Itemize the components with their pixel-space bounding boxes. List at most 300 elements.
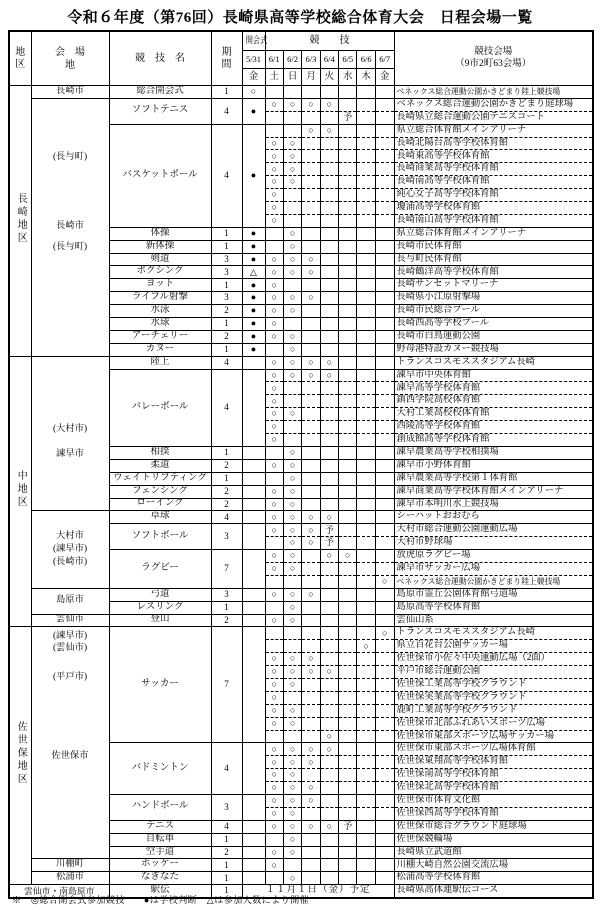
day-mark-cell: ○ <box>320 369 338 382</box>
day-mark-cell: ○ <box>283 266 301 279</box>
day-mark-cell <box>265 124 283 137</box>
opening-mark-cell <box>242 820 265 833</box>
day-mark-cell: ○ <box>302 820 320 833</box>
day-mark-cell <box>375 382 394 395</box>
day-mark-cell <box>375 279 394 292</box>
city-label: 佐世保市 <box>51 750 89 761</box>
period-cell: 1 <box>211 885 242 898</box>
venue-cell: 佐世保東翔高等学校体育館 <box>394 756 593 769</box>
day-mark-cell <box>320 318 338 331</box>
day-mark-cell <box>339 485 357 498</box>
venue-cell: 長崎南山高等学校体育館 <box>394 214 593 227</box>
sport-name-cell: バレーボール <box>109 369 211 446</box>
day-mark-cell: ○ <box>265 150 283 163</box>
day-mark-cell: ○ <box>320 743 338 756</box>
day-mark-cell: ○ <box>320 124 338 137</box>
day-mark-cell <box>339 627 357 640</box>
page-title: 令和６年度（第76回）長崎県高等学校総合体育大会 日程会場一覧 <box>67 10 533 26</box>
sport-name-cell: 登山 <box>109 614 211 627</box>
day-mark-cell <box>320 137 338 150</box>
table-row <box>9 98 593 111</box>
day-mark-cell: ○ <box>375 575 394 588</box>
day-mark-cell <box>302 459 320 472</box>
day-mark-cell <box>320 189 338 202</box>
header-opening: 開会式 <box>242 31 265 51</box>
venue-cell: 佐世保西高等学校体育館 <box>394 807 593 820</box>
day-mark-cell <box>375 176 394 189</box>
venue-cell: 諫早農業高等学校第１体育館 <box>394 472 593 485</box>
period-cell: 2 <box>211 614 242 627</box>
sport-name-cell: ローイング <box>109 498 211 511</box>
opening-mark-cell <box>242 446 265 459</box>
day-mark-cell <box>302 691 320 704</box>
day-mark-cell: ○ <box>265 266 283 279</box>
opening-mark-cell <box>242 743 265 795</box>
day-mark-cell <box>339 227 357 240</box>
day-mark-cell <box>320 794 338 807</box>
day-mark-cell <box>339 782 357 795</box>
header-date: 6/4 <box>320 51 338 69</box>
day-mark-cell <box>302 240 320 253</box>
city-cell <box>31 859 109 872</box>
day-mark-cell <box>339 743 357 756</box>
city-cell <box>31 86 109 99</box>
day-mark-cell: ○ <box>283 459 301 472</box>
day-mark-cell <box>320 859 338 872</box>
day-mark-cell <box>339 434 357 447</box>
period-cell: 2 <box>211 485 242 498</box>
day-mark-cell <box>302 227 320 240</box>
venue-cell: 野母港特設カヌー競技場 <box>394 343 593 356</box>
day-mark-cell <box>357 666 375 679</box>
day-mark-cell <box>357 279 375 292</box>
header-date: 6/5 <box>339 51 357 69</box>
day-mark-cell: ○ <box>265 214 283 227</box>
day-mark-cell <box>265 640 283 653</box>
day-mark-cell <box>320 279 338 292</box>
day-mark-cell: ○ <box>320 98 338 111</box>
table-row <box>9 614 593 627</box>
venue-cell: トランスコスモススタジアム長崎 <box>394 627 593 640</box>
header-date: 6/3 <box>302 51 320 69</box>
day-mark-cell: ○ <box>302 292 320 305</box>
day-mark-cell <box>357 472 375 485</box>
day-mark-cell <box>339 807 357 820</box>
day-mark-cell <box>265 86 283 99</box>
day-mark-cell <box>302 498 320 511</box>
day-mark-cell <box>375 356 394 369</box>
venue-cell: ベネックス総合運動公園かきどまり庭球場 <box>394 98 593 111</box>
day-mark-cell <box>283 318 301 331</box>
opening-mark-cell <box>242 601 265 614</box>
city-label: (長与町) <box>52 241 88 252</box>
period-cell: 1 <box>211 279 242 292</box>
venue-cell: 県立総合体育館メインアリーナ <box>394 227 593 240</box>
day-mark-cell <box>357 614 375 627</box>
city-cell <box>31 627 109 859</box>
day-mark-cell <box>357 846 375 859</box>
day-mark-cell <box>375 202 394 215</box>
period-cell: 4 <box>211 820 242 833</box>
day-mark-cell: ○ <box>265 820 283 833</box>
opening-mark-cell: ● <box>242 330 265 343</box>
day-mark-cell <box>375 86 394 99</box>
day-mark-cell <box>357 434 375 447</box>
period-cell: 3 <box>211 292 242 305</box>
day-mark-cell: ○ <box>265 704 283 717</box>
day-mark-cell <box>339 408 357 421</box>
day-mark-cell: ○ <box>265 562 283 575</box>
day-mark-cell: 予 <box>339 820 357 833</box>
day-mark-cell <box>320 163 338 176</box>
day-mark-cell <box>320 846 338 859</box>
day-mark-cell <box>320 150 338 163</box>
day-mark-cell <box>375 292 394 305</box>
sport-name-cell: 水泳 <box>109 305 211 318</box>
opening-mark-cell: ○ <box>242 86 265 99</box>
venue-cell: 大村市総合運動公園運動広場 <box>394 524 593 537</box>
day-mark-cell <box>375 666 394 679</box>
day-mark-cell: ○ <box>283 846 301 859</box>
venue-cell: 鎮西学院高校体育館 <box>394 395 593 408</box>
day-mark-cell <box>339 511 357 524</box>
day-mark-cell <box>375 421 394 434</box>
day-mark-cell: ○ <box>283 356 301 369</box>
header-venues <box>394 31 593 86</box>
day-mark-cell <box>339 614 357 627</box>
day-mark-cell: ○ <box>265 743 283 756</box>
venue-cell: 佐世保南高等学校体育館 <box>394 769 593 782</box>
venue-cell: 長崎市民総合プール <box>394 305 593 318</box>
venue-cell: シーハットおおむら <box>394 511 593 524</box>
day-mark-cell <box>339 124 357 137</box>
period-cell: 7 <box>211 627 242 743</box>
city-label: (雲仙市) <box>52 643 88 654</box>
day-mark-cell: ○ <box>302 124 320 137</box>
day-mark-cell <box>339 704 357 717</box>
day-mark-cell: ○ <box>320 356 338 369</box>
day-mark-cell <box>302 279 320 292</box>
sport-name-cell: バスケットボール <box>109 124 211 227</box>
day-mark-cell <box>339 356 357 369</box>
day-mark-cell <box>320 640 338 653</box>
header-day: 土 <box>265 69 283 86</box>
day-mark-cell: ○ <box>265 794 283 807</box>
day-mark-cell <box>339 524 357 537</box>
day-mark-cell: ○ <box>283 601 301 614</box>
venue-cell: 長崎南高等学校体育館 <box>394 176 593 189</box>
day-mark-cell <box>339 150 357 163</box>
day-mark-cell <box>265 872 283 885</box>
day-mark-cell: ○ <box>283 176 301 189</box>
venue-cell: 佐世保市東部スポーツ広場サッカー場 <box>394 730 593 743</box>
day-mark-cell <box>320 485 338 498</box>
period-cell: 4 <box>211 743 242 795</box>
day-mark-cell <box>320 343 338 356</box>
day-mark-cell: ○ <box>283 704 301 717</box>
day-mark-cell <box>302 330 320 343</box>
sport-name-cell: テニス <box>109 820 211 833</box>
day-mark-cell <box>375 240 394 253</box>
day-mark-cell: ○ <box>265 305 283 318</box>
day-mark-cell <box>375 614 394 627</box>
day-mark-cell <box>302 678 320 691</box>
day-mark-cell <box>375 782 394 795</box>
city-label: (長与町) <box>52 152 88 163</box>
day-mark-cell <box>339 872 357 885</box>
period-cell: 7 <box>211 550 242 589</box>
day-mark-cell: ○ <box>283 782 301 795</box>
day-mark-cell <box>375 872 394 885</box>
day-mark-cell <box>357 111 375 124</box>
day-mark-cell: ○ <box>265 98 283 111</box>
day-mark-cell <box>357 537 375 550</box>
day-mark-cell <box>339 214 357 227</box>
day-mark-cell: ○ <box>265 846 283 859</box>
opening-mark-cell <box>242 859 265 872</box>
day-mark-cell <box>357 524 375 537</box>
day-mark-cell <box>302 575 320 588</box>
opening-mark-cell: ● <box>242 305 265 318</box>
day-mark-cell <box>302 472 320 485</box>
day-mark-cell <box>283 382 301 395</box>
day-mark-cell <box>375 137 394 150</box>
day-mark-cell <box>339 292 357 305</box>
day-mark-cell <box>339 691 357 704</box>
period-cell: 1 <box>211 227 242 240</box>
day-mark-cell: ○ <box>320 730 338 743</box>
day-mark-cell <box>320 86 338 99</box>
sport-name-cell: 弓道 <box>109 588 211 601</box>
day-mark-cell <box>302 150 320 163</box>
day-mark-cell <box>339 163 357 176</box>
day-mark-cell <box>320 227 338 240</box>
day-mark-cell: ○ <box>357 640 375 653</box>
day-mark-cell <box>302 137 320 150</box>
day-mark-cell <box>302 395 320 408</box>
day-mark-cell <box>357 202 375 215</box>
day-mark-cell <box>320 434 338 447</box>
day-mark-cell <box>339 305 357 318</box>
opening-mark-cell <box>242 794 265 820</box>
table-body <box>9 86 593 899</box>
opening-mark-cell <box>242 485 265 498</box>
period-cell: 1 <box>211 240 242 253</box>
day-mark-cell <box>339 653 357 666</box>
day-mark-cell: ○ <box>283 98 301 111</box>
day-mark-cell: ○ <box>265 511 283 524</box>
district-label: 長崎地区 <box>15 192 27 245</box>
day-mark-cell <box>339 266 357 279</box>
day-mark-cell: ○ <box>302 356 320 369</box>
schedule-note-cell: １１月１日（金）予定 <box>242 885 394 898</box>
day-mark-cell: ○ <box>265 434 283 447</box>
day-mark-cell <box>339 240 357 253</box>
day-mark-cell <box>375 524 394 537</box>
day-mark-cell <box>320 807 338 820</box>
day-mark-cell <box>375 769 394 782</box>
day-mark-cell <box>375 111 394 124</box>
day-mark-cell: ○ <box>283 872 301 885</box>
day-mark-cell <box>320 833 338 846</box>
sport-name-cell: ウェイトリフティング <box>109 472 211 485</box>
city-label: 川棚町 <box>56 859 84 870</box>
day-mark-cell <box>339 343 357 356</box>
day-mark-cell <box>375 163 394 176</box>
sport-name-cell: カヌー <box>109 343 211 356</box>
city-label: 長崎市 <box>56 221 84 232</box>
table-row <box>9 872 593 885</box>
venue-cell: 諫早市中央体育館 <box>394 369 593 382</box>
day-mark-cell: ○ <box>283 330 301 343</box>
period-cell: 1 <box>211 601 242 614</box>
day-mark-cell: ○ <box>283 614 301 627</box>
day-mark-cell <box>375 395 394 408</box>
venue-cell: 佐世保北高等学校体育館 <box>394 782 593 795</box>
day-mark-cell <box>375 472 394 485</box>
day-mark-cell <box>283 86 301 99</box>
period-cell: 3 <box>211 588 242 601</box>
day-mark-cell <box>339 756 357 769</box>
day-mark-cell: ○ <box>265 614 283 627</box>
day-mark-cell: ○ <box>265 653 283 666</box>
day-mark-cell <box>302 872 320 885</box>
day-mark-cell: ○ <box>302 369 320 382</box>
header-venues-title: 競技会場 <box>474 46 513 57</box>
day-mark-cell: ○ <box>283 485 301 498</box>
day-mark-cell <box>339 472 357 485</box>
sport-name-cell: バドミントン <box>109 743 211 795</box>
day-mark-cell <box>302 408 320 421</box>
opening-mark-cell <box>242 627 265 743</box>
day-mark-cell: ○ <box>302 653 320 666</box>
day-mark-cell: ○ <box>283 743 301 756</box>
period-cell: 1 <box>211 86 242 99</box>
day-mark-cell <box>339 846 357 859</box>
day-mark-cell <box>302 176 320 189</box>
day-mark-cell <box>357 408 375 421</box>
day-mark-cell: ○ <box>283 562 301 575</box>
day-mark-cell: ○ <box>283 678 301 691</box>
venue-cell: 放虎原ラグビー場 <box>394 550 593 563</box>
venue-cell: ベネックス総合運動公園かきどまり陸上競技場 <box>394 575 593 588</box>
opening-mark-cell: ● <box>242 253 265 266</box>
venue-cell: 純心女子高等学校体育館 <box>394 189 593 202</box>
day-mark-cell <box>339 421 357 434</box>
sport-name-cell: フェンシング <box>109 485 211 498</box>
day-mark-cell <box>339 395 357 408</box>
day-mark-cell <box>339 202 357 215</box>
venue-cell: ベネックス総合運動公園かきどまり陸上競技場 <box>394 86 593 99</box>
day-mark-cell <box>357 678 375 691</box>
sport-name-cell: なぎなた <box>109 872 211 885</box>
day-mark-cell <box>357 395 375 408</box>
day-mark-cell: ○ <box>265 769 283 782</box>
day-mark-cell <box>375 820 394 833</box>
day-mark-cell <box>265 730 283 743</box>
period-cell: 2 <box>211 305 242 318</box>
period-cell: 3 <box>211 253 242 266</box>
district-label: 佐世保地区 <box>15 721 27 787</box>
day-mark-cell <box>375 459 394 472</box>
sport-name-cell: 相撲 <box>109 446 211 459</box>
sport-name-cell: ソフトテニス <box>109 98 211 124</box>
venue-cell: 県立総合体育館メインアリーナ <box>394 124 593 137</box>
day-mark-cell <box>375 189 394 202</box>
day-mark-cell <box>320 395 338 408</box>
day-mark-cell <box>357 305 375 318</box>
period-cell: 2 <box>211 459 242 472</box>
day-mark-cell <box>375 227 394 240</box>
day-mark-cell: ○ <box>283 807 301 820</box>
day-mark-cell <box>302 550 320 563</box>
day-mark-cell <box>302 717 320 730</box>
day-mark-cell <box>320 627 338 640</box>
day-mark-cell: ○ <box>302 743 320 756</box>
day-mark-cell: ○ <box>283 253 301 266</box>
day-mark-cell: 予 <box>320 524 338 537</box>
header-day: 金 <box>375 69 394 86</box>
city-label: 雲仙市 <box>56 614 84 625</box>
day-mark-cell <box>357 266 375 279</box>
day-mark-cell <box>375 717 394 730</box>
day-mark-cell <box>339 666 357 679</box>
day-mark-cell <box>283 640 301 653</box>
sport-name-cell: ホッケー <box>109 859 211 872</box>
venue-cell: 諫早農業高等学校相撲場 <box>394 446 593 459</box>
period-cell: 4 <box>211 356 242 369</box>
venue-cell: 長崎西高等学校プール <box>394 318 593 331</box>
day-mark-cell: ○ <box>265 176 283 189</box>
day-mark-cell <box>339 98 357 111</box>
day-mark-cell <box>302 769 320 782</box>
day-mark-cell <box>320 704 338 717</box>
day-mark-cell <box>320 562 338 575</box>
day-mark-cell <box>375 253 394 266</box>
table-row <box>9 627 593 640</box>
day-mark-cell <box>320 614 338 627</box>
day-mark-cell: ○ <box>283 498 301 511</box>
venue-cell: 松浦高等学校体育館 <box>394 872 593 885</box>
day-mark-cell: ○ <box>283 653 301 666</box>
day-mark-cell <box>339 575 357 588</box>
day-mark-cell <box>357 601 375 614</box>
header-period: 期間 <box>211 31 242 86</box>
day-mark-cell <box>320 330 338 343</box>
opening-mark-cell: ● <box>242 318 265 331</box>
day-mark-cell: ○ <box>283 240 301 253</box>
day-mark-cell <box>302 859 320 872</box>
day-mark-cell <box>283 575 301 588</box>
day-mark-cell <box>339 330 357 343</box>
period-cell: 3 <box>211 266 242 279</box>
footnote-legend: ※ ◎総合開会式参加競技 ●は学校判断 △は参加人数により開催 <box>12 895 310 905</box>
day-mark-cell: ○ <box>283 537 301 550</box>
day-mark-cell <box>357 214 375 227</box>
day-mark-cell <box>339 562 357 575</box>
day-mark-cell <box>320 717 338 730</box>
day-mark-cell <box>357 575 375 588</box>
city-cell <box>31 614 109 627</box>
venue-cell: 長崎鶴洋高等学校体育館 <box>394 266 593 279</box>
day-mark-cell <box>265 537 283 550</box>
day-mark-cell: ○ <box>265 253 283 266</box>
city-label: (長崎市) <box>52 556 88 567</box>
sport-name-cell: 剣道 <box>109 253 211 266</box>
day-mark-cell <box>265 833 283 846</box>
day-mark-cell <box>357 807 375 820</box>
header-day: 日 <box>283 69 301 86</box>
